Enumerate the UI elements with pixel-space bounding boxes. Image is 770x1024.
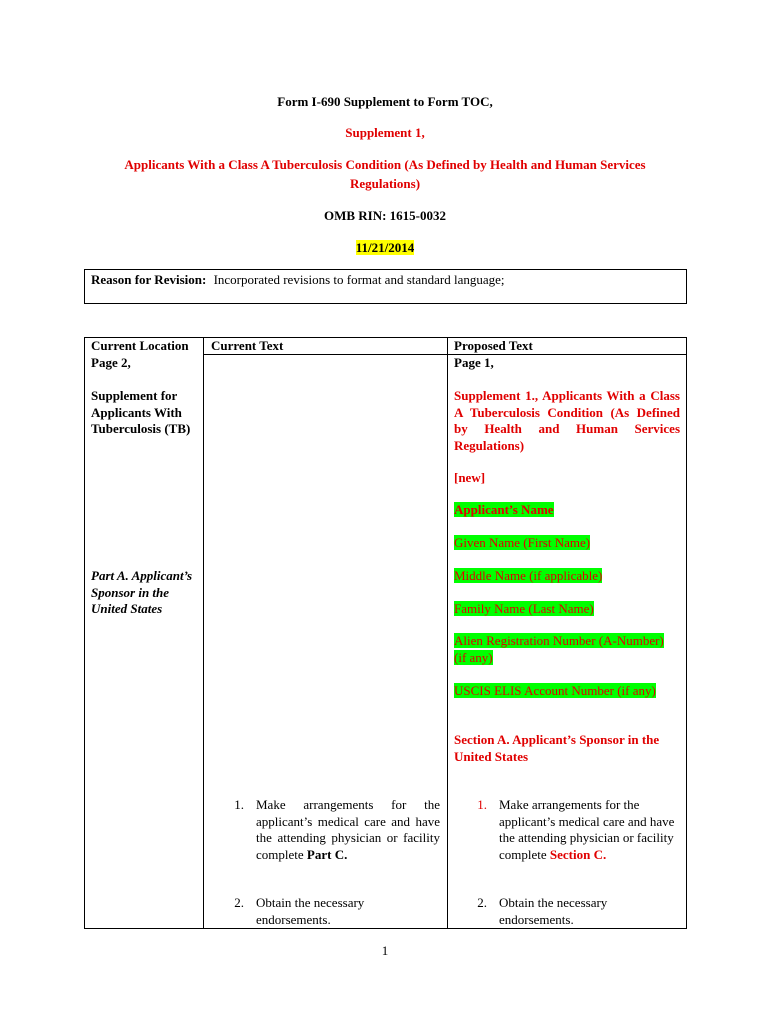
family-name-label: Family Name (Last Name): [454, 601, 594, 616]
section-a-heading: Section A. Applicant’s Sponsor in the United States: [454, 732, 660, 764]
form-title: Form I-690 Supplement to Form TOC,: [277, 94, 493, 109]
current-item-2-text: Obtain the necessary endorsements.: [256, 895, 365, 927]
location-header: Current Location: [91, 338, 189, 353]
alien-number-row-1: [454, 633, 664, 650]
alien-number-row-2: [454, 650, 493, 667]
column-divider-1: [203, 337, 204, 929]
supplement-label: Supplement 1,: [345, 125, 425, 140]
alien-number-label-2: (if any): [454, 650, 493, 665]
revision-date-row: [0, 240, 770, 256]
applicants-heading-line2: Regulations): [349, 176, 421, 191]
current-item-1-text: Make arrangements for the applicant’s medical care and have the attending physician or facility complete: [256, 797, 440, 862]
current-item-1: [256, 797, 440, 863]
page-number: 1: [381, 943, 389, 958]
proposed-item-2-text: Obtain the necessary endorsements.: [499, 895, 608, 927]
proposed-page: Page 1,: [454, 355, 494, 370]
new-tag: [new]: [454, 470, 486, 485]
location-part-a: Part A. Applicant’s Sponsor in the United States: [91, 568, 192, 616]
proposed-item-2-number: 2.: [477, 895, 487, 910]
proposed-item-1-text: Make arrangements for the applicant’s medical care and have the attending physician or facility complete: [499, 797, 675, 862]
revision-box: [84, 269, 687, 304]
revision-date: 11/21/2014: [355, 240, 415, 255]
alien-number-label-1: Alien Registration Number (A-Number): [454, 633, 664, 648]
given-name-row: [454, 535, 590, 552]
revision-text: Incorporated revisions to format and standard language;: [213, 272, 505, 287]
proposed-item-1-bold: Section C.: [549, 846, 607, 862]
applicants-heading-line1: Applicants With a Class A Tuberculosis Condition (As Defined by Health and Human Services: [124, 157, 646, 172]
middle-name-row: [454, 568, 602, 585]
elis-label: USCIS ELIS Account Number (if any): [454, 683, 656, 698]
current-item-1-bold: Part C.: [306, 846, 348, 862]
revision-row: [91, 272, 505, 289]
proposed-item-1: [499, 797, 679, 863]
elis-row: [454, 683, 656, 700]
omb-rin: OMB RIN: 1615-0032: [323, 208, 447, 223]
current-item-2-number: 2.: [234, 895, 244, 910]
current-text-header: Current Text: [211, 338, 284, 353]
current-item-1-number: 1.: [234, 797, 244, 812]
proposed-supplement-title: Supplement 1., Applicants With a Class A Tuberculosis Condition (As Defined by Health and Human Services Regulations): [454, 388, 680, 453]
column-divider-2: [447, 337, 448, 929]
given-name-label: Given Name (First Name): [454, 535, 591, 550]
middle-name-label: Middle Name (if applicable): [454, 568, 603, 583]
revision-label: Reason for Revision:: [91, 272, 207, 287]
applicant-name-row: [454, 502, 554, 519]
proposed-text-header: Proposed Text: [454, 338, 533, 353]
location-supplement: Supplement for Applicants With Tuberculosis (TB): [91, 388, 191, 436]
proposed-item-1-number: 1.: [477, 797, 487, 812]
location-page: Page 2,: [91, 355, 131, 370]
family-name-row: [454, 601, 594, 618]
applicant-name-label: Applicant’s Name: [454, 502, 554, 517]
